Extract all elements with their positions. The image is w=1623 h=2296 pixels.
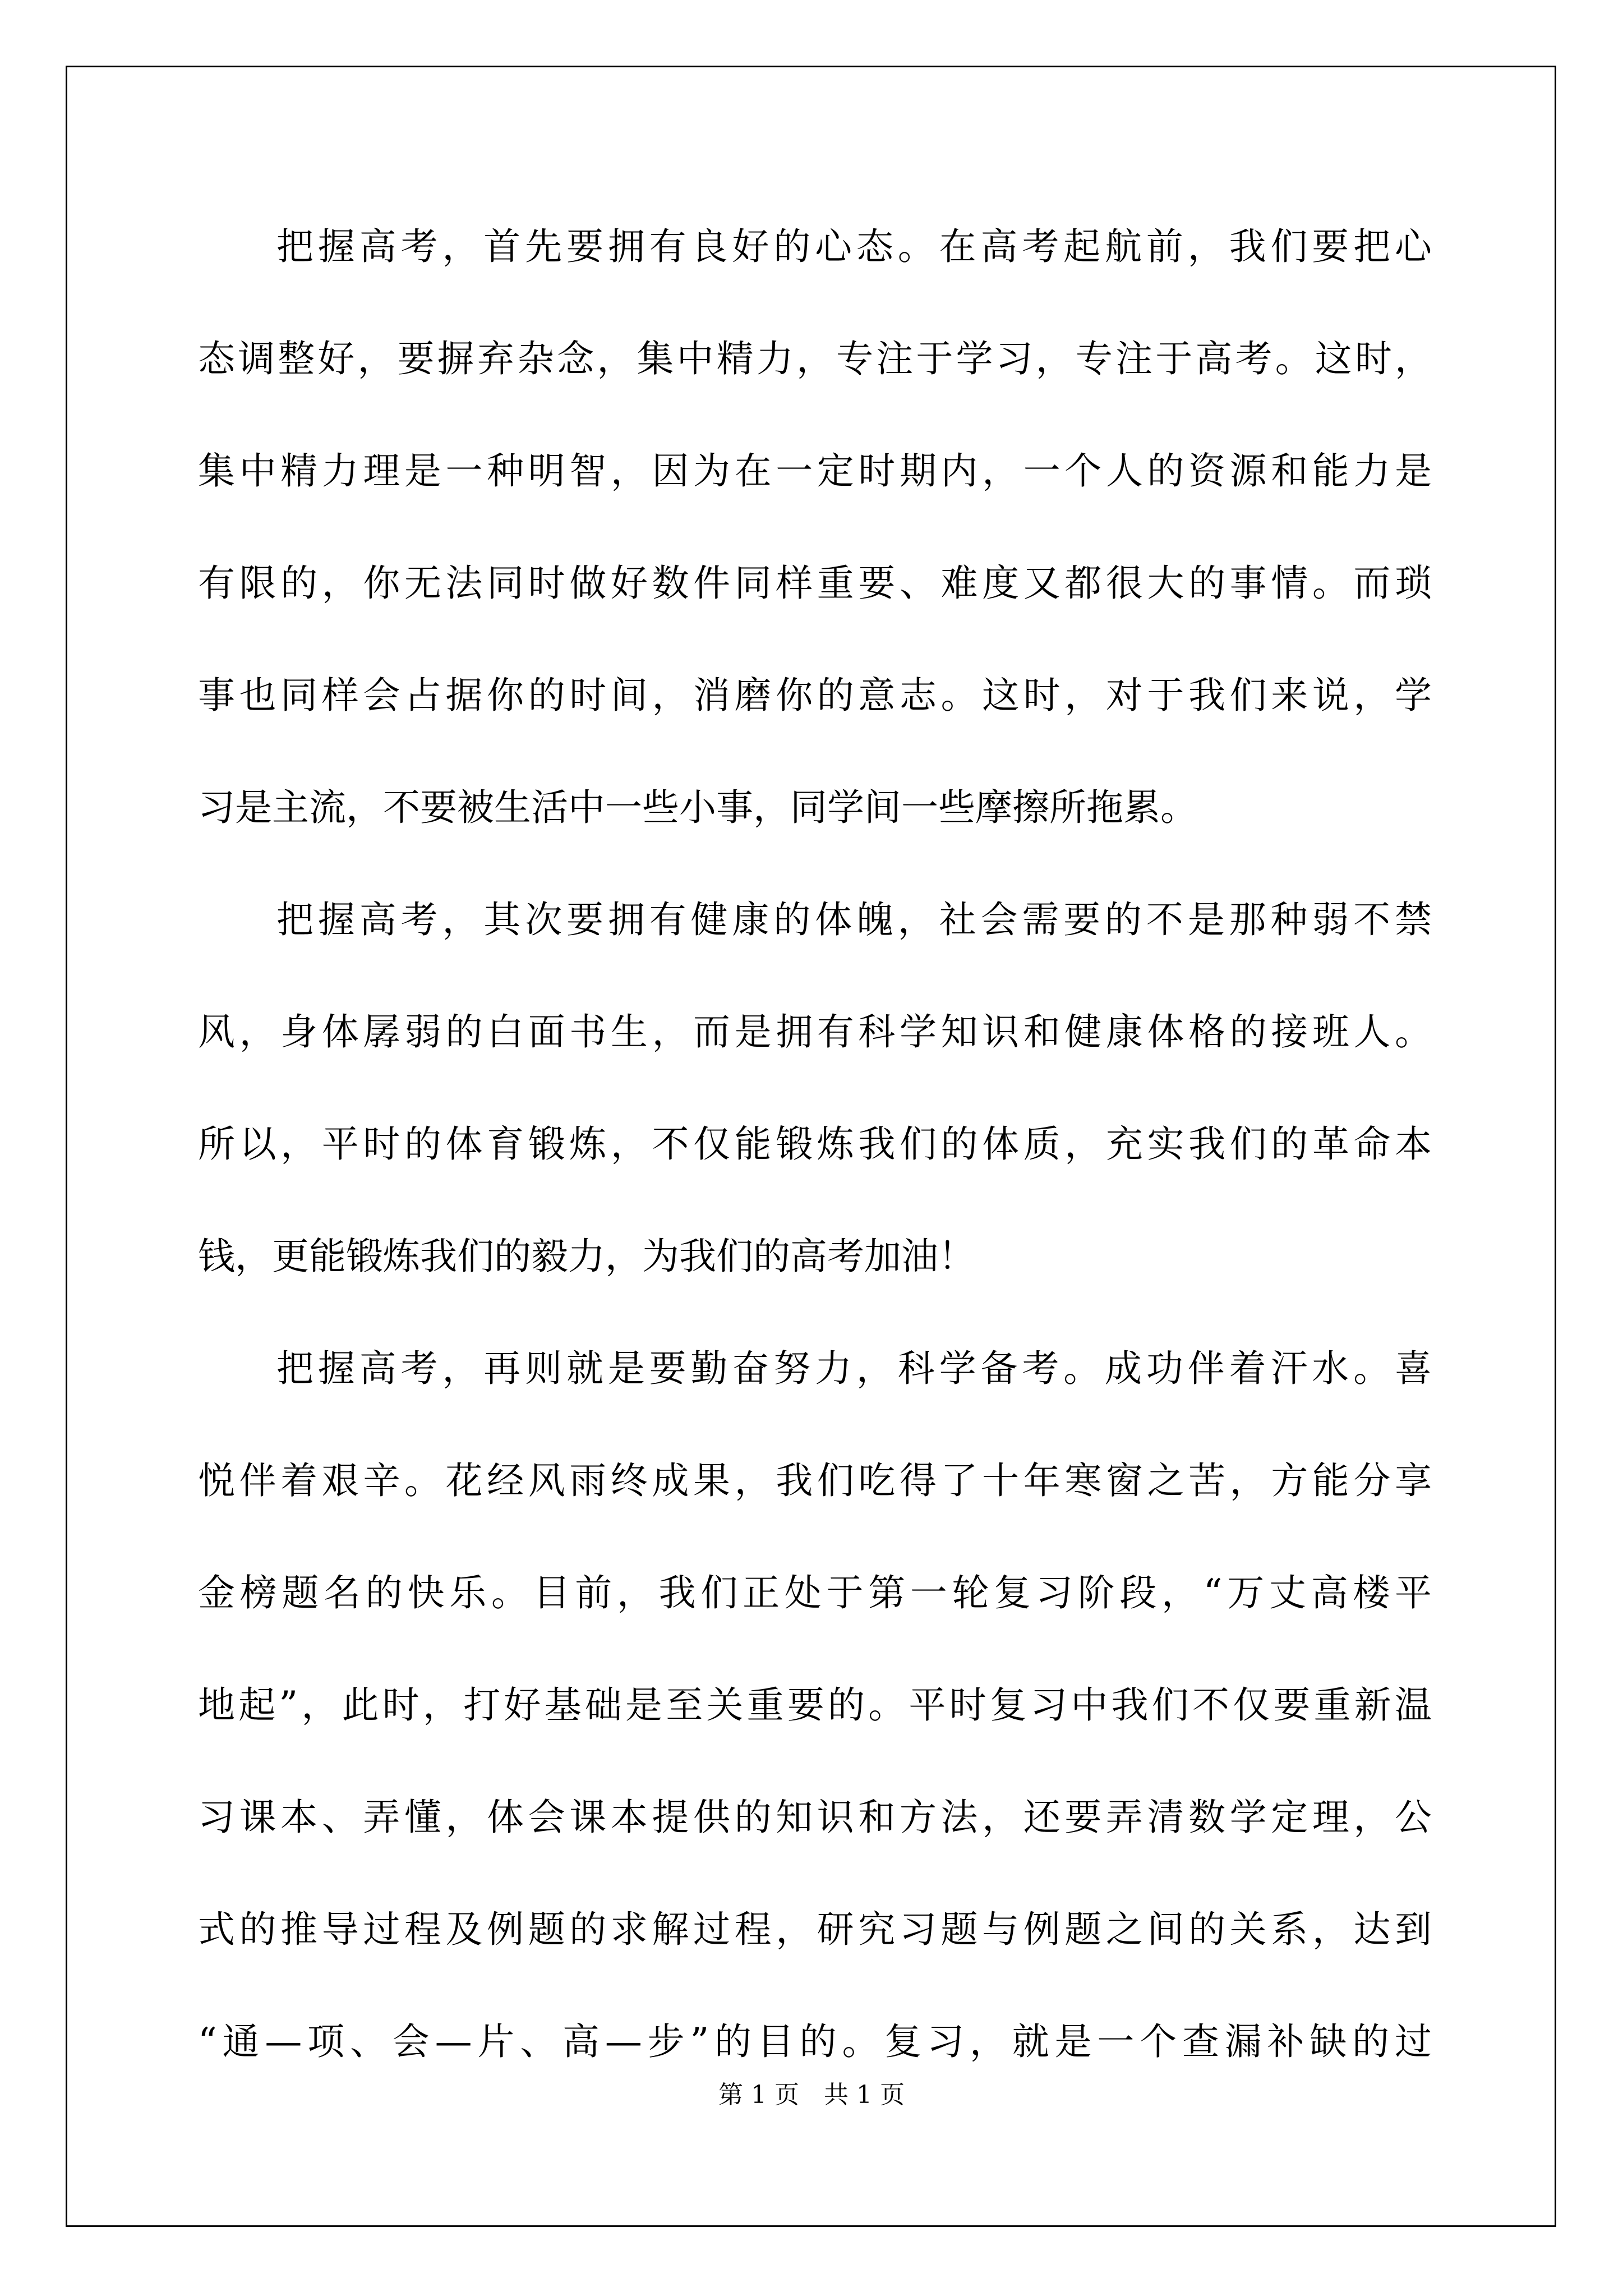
paragraph-2-line-2: 风，身体孱弱的白面书生，而是拥有科学知识和健康体格的接班人。 <box>198 1010 1432 1053</box>
paragraph-3-line-1: 把握高考，再则就是要勤奋努力，科学备考。成功伴着汗水。喜 <box>276 1347 1432 1390</box>
paragraph-2-line-3: 所以，平时的体育锻炼，不仅能锻炼我们的体质，充实我们的革命本 <box>198 1122 1432 1166</box>
page-number-footer: 第 1 页 共 1 页 <box>718 2081 905 2109</box>
paragraph-1-line-2: 态调整好，要摒弃杂念，集中精力，专注于学习，专注于高考。这时， <box>198 337 1432 380</box>
paragraph-3-line-5: 习课本、弄懂，体会课本提供的知识和方法，还要弄清数学定理，公 <box>198 1796 1432 1839</box>
paragraph-3-line-2: 悦伴着艰辛。花经风雨终成果，我们吃得了十年寒窗之苦，方能分享 <box>198 1459 1432 1502</box>
paragraph-1-line-3: 集中精力理是一种明智，因为在一定时期内，一个人的资源和能力是 <box>198 449 1432 493</box>
paragraph-2-line-4: 钱，更能锻炼我们的毅力，为我们的高考加油！ <box>198 1235 975 1278</box>
paragraph-1-line-6: 习是主流，不要被生活中一些小事，同学间一些摩擦所拖累。 <box>198 786 1197 829</box>
paragraph-3-line-3: 金榜题名的快乐。目前，我们正处于第一轮复习阶段，“万丈高楼平 <box>198 1571 1432 1614</box>
paragraph-3-line-6: 式的推导过程及例题的求解过程，研究习题与例题之间的关系，达到 <box>198 1908 1432 1951</box>
paragraph-1-line-1: 把握高考，首先要拥有良好的心态。在高考起航前，我们要把心 <box>276 225 1432 268</box>
paragraph-1-line-5: 事也同样会占据你的时间，消磨你的意志。这时，对于我们来说，学 <box>198 674 1432 717</box>
paragraph-1-line-4: 有限的，你无法同时做好数件同样重要、难度又都很大的事情。而琐 <box>198 562 1432 605</box>
paragraph-3-line-7: “通—项、会—片、高—步”的目的。复习，就是一个查漏补缺的过 <box>198 2020 1432 2063</box>
paragraph-3-line-4: 地起”，此时，打好基础是至关重要的。平时复习中我们不仅要重新温 <box>198 1683 1432 1727</box>
paragraph-2-line-1: 把握高考，其次要拥有健康的体魄，社会需要的不是那种弱不禁 <box>276 898 1432 941</box>
